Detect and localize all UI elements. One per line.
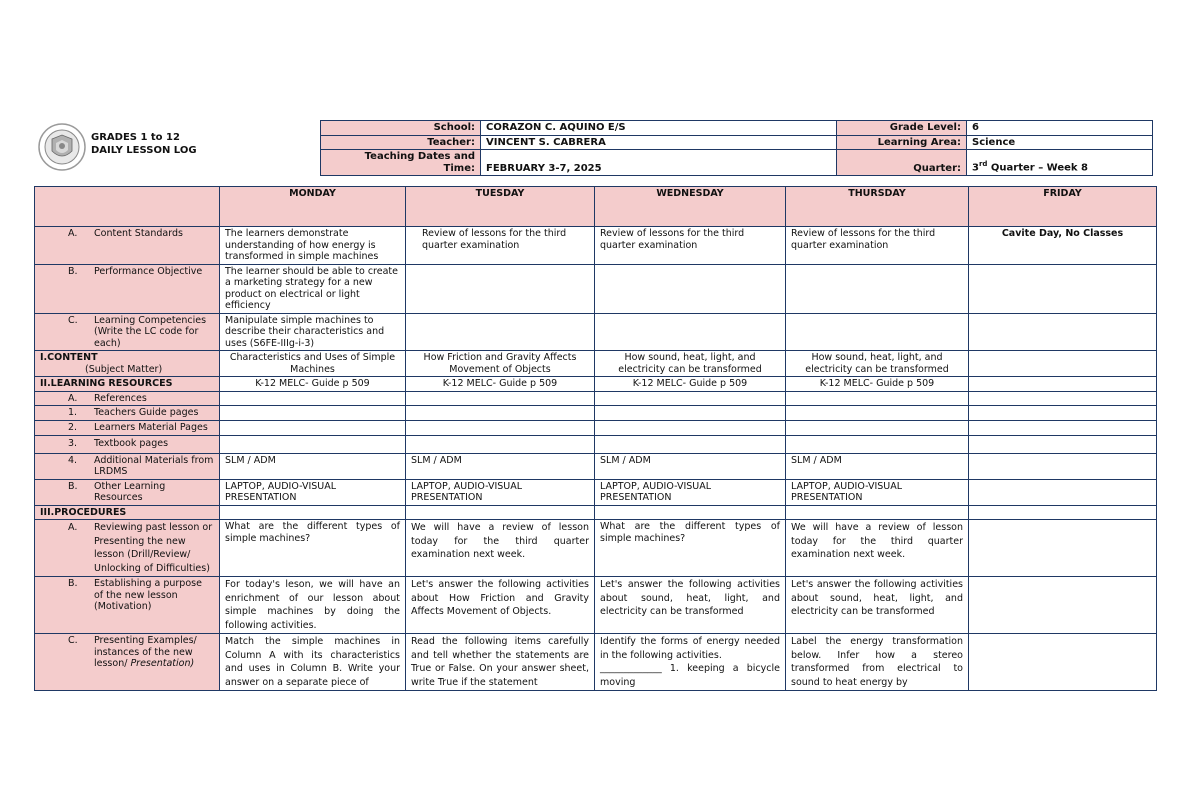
- learners-material-label: [35, 420, 220, 435]
- other-resources-row: [35, 479, 1157, 505]
- performance-objective-label: [35, 264, 220, 313]
- empty-cell: [786, 264, 969, 313]
- empty-cell: [595, 313, 786, 351]
- form-title-line2: DAILY LESSON LOG: [91, 145, 197, 156]
- other-resources-label: [35, 479, 220, 505]
- content-standards-row: [35, 227, 1157, 265]
- empty-cell: [595, 264, 786, 313]
- row-number: A.: [68, 228, 78, 239]
- row-number: 1.: [68, 407, 78, 418]
- references-row: [35, 391, 1157, 406]
- learners-material-row: [35, 420, 1157, 435]
- presenting-wed-b: _____________ 1. keeping a bicycle moving: [600, 663, 780, 688]
- empty-cell: [969, 435, 1157, 453]
- teaching-dates-label-1: Teaching Dates and: [364, 151, 475, 162]
- learning-competencies-mon: Manipulate simple machines to describe their characteristics and uses (S6FE-IIIg-i-3): [220, 313, 406, 351]
- other-resources-mon: LAPTOP, AUDIO-VISUAL PRESENTATION: [220, 479, 406, 505]
- row-number: 4.: [68, 454, 78, 466]
- textbook-pages-row: [35, 435, 1157, 453]
- reviewing-label: [35, 520, 220, 577]
- reviewing-mon: What are the different types of simple machines?: [220, 520, 406, 577]
- grade-level-label: Grade Level:: [837, 121, 967, 136]
- purpose-label: [35, 577, 220, 634]
- content-row: [35, 351, 1157, 377]
- purpose-row: [35, 577, 1157, 634]
- empty-cell: [969, 505, 1157, 520]
- learning-resources-tue: K-12 MELC- Guide p 509: [406, 377, 595, 392]
- empty-cell: [969, 420, 1157, 435]
- procedures-label: III.PROCEDURES: [35, 505, 220, 520]
- empty-cell: [969, 313, 1157, 351]
- content-mon: Characteristics and Uses of Simple Machines: [220, 351, 406, 377]
- empty-cell: [969, 351, 1157, 377]
- empty-cell: [220, 505, 406, 520]
- content-standards-label: [35, 227, 220, 265]
- empty-cell: [220, 406, 406, 421]
- empty-cell: [969, 634, 1157, 691]
- form-title: [91, 131, 197, 157]
- content-tue: How Friction and Gravity Affects Movement of Objects: [406, 351, 595, 377]
- row-number: 2.: [68, 421, 78, 433]
- purpose-thu: Let's answer the following activities about sound, heat, light, and electricity can be transformed: [786, 577, 969, 634]
- performance-objective-row: [35, 264, 1157, 313]
- row-number: C.: [68, 635, 78, 646]
- additional-materials-tue: SLM / ADM: [406, 453, 595, 479]
- content-label-2: (Subject Matter): [85, 363, 163, 375]
- empty-cell: [406, 264, 595, 313]
- empty-cell: [406, 406, 595, 421]
- learning-resources-mon: K-12 MELC- Guide p 509: [220, 377, 406, 392]
- learning-competencies-row: [35, 313, 1157, 351]
- row-title: Content Standards: [94, 228, 183, 239]
- empty-cell: [220, 391, 406, 406]
- empty-cell: [406, 420, 595, 435]
- lesson-log-table: [34, 186, 1157, 691]
- school-value: CORAZON C. AQUINO E/S: [481, 121, 837, 136]
- learning-resources-wed: K-12 MELC- Guide p 509: [595, 377, 786, 392]
- learning-resources-row: [35, 377, 1157, 392]
- day-tuesday: TUESDAY: [406, 187, 595, 227]
- row-title: Performance Objective: [94, 265, 203, 277]
- presenting-wed: [595, 634, 786, 691]
- teaching-dates-label-2: Time:: [443, 162, 475, 174]
- additional-materials-thu: SLM / ADM: [786, 453, 969, 479]
- empty-cell: [786, 406, 969, 421]
- row-title: Additional Materials from LRDMS: [94, 454, 214, 477]
- days-header-row: [35, 187, 1157, 227]
- row-title: Learners Material Pages: [94, 421, 208, 433]
- teachers-guide-label: [35, 406, 220, 421]
- presenting-label-a: Presenting Examples/ instances of the new lesson/: [94, 635, 197, 669]
- empty-cell: [969, 520, 1157, 577]
- row-number: 3.: [68, 438, 78, 450]
- grade-level-value: 6: [967, 121, 1153, 136]
- row-number: A.: [68, 392, 78, 404]
- header-info-table: [320, 120, 1153, 176]
- empty-cell: [969, 377, 1157, 392]
- purpose-tue: Let's answer the following activities about How Friction and Gravity Affects Movement of Objects.: [406, 577, 595, 634]
- teaching-dates-value: FEBRUARY 3-7, 2025: [481, 150, 837, 176]
- other-resources-wed: LAPTOP, AUDIO-VISUAL PRESENTATION: [595, 479, 786, 505]
- row-title: Learning Competencies (Write the LC code for each): [94, 314, 207, 349]
- presenting-label: [35, 634, 220, 691]
- row-number: C.: [68, 314, 78, 326]
- empty-cell: [595, 435, 786, 453]
- content-label: [35, 351, 220, 377]
- quarter-sup: rd: [978, 160, 988, 169]
- presenting-mon: Match the simple machines in Column A with its characteristics and uses in Column B. Write your answer on a separate piece of: [220, 634, 406, 691]
- row-number: B.: [68, 578, 78, 589]
- content-label-1: I.CONTENT: [40, 352, 98, 363]
- quarter-num: 3: [972, 162, 979, 174]
- empty-cell: [595, 420, 786, 435]
- empty-cell: [969, 264, 1157, 313]
- additional-materials-label: [35, 453, 220, 479]
- additional-materials-wed: SLM / ADM: [595, 453, 786, 479]
- content-thu: How sound, heat, light, and electricity can be transformed: [786, 351, 969, 377]
- learning-area-value: Science: [967, 135, 1153, 150]
- content-standards-fri: Cavite Day, No Classes: [969, 227, 1157, 265]
- reviewing-thu: We will have a review of lesson today for the third quarter examination next week.: [786, 520, 969, 577]
- empty-cell: [595, 505, 786, 520]
- empty-cell: [969, 391, 1157, 406]
- empty-cell: [786, 505, 969, 520]
- empty-cell: [786, 391, 969, 406]
- empty-cell: [595, 391, 786, 406]
- day-friday: FRIDAY: [969, 187, 1157, 227]
- empty-cell: [406, 313, 595, 351]
- empty-cell: [595, 406, 786, 421]
- presenting-wed-a: Identify the forms of energy needed in the following activities.: [600, 636, 780, 661]
- reviewing-row: [35, 520, 1157, 577]
- row-title: Teachers Guide pages: [94, 407, 199, 418]
- learning-area-label: Learning Area:: [837, 135, 967, 150]
- row-title: Textbook pages: [94, 438, 169, 450]
- presenting-label-b: Presentation): [130, 658, 195, 669]
- learning-competencies-label: [35, 313, 220, 351]
- row-number: B.: [68, 480, 78, 492]
- row-title: Other Learning Resources: [94, 480, 166, 503]
- learning-resources-label: II.LEARNING RESOURCES: [35, 377, 220, 392]
- school-label: School:: [321, 121, 481, 136]
- quarter-label: Quarter:: [837, 150, 967, 176]
- empty-cell: [406, 435, 595, 453]
- empty-cell: [786, 313, 969, 351]
- empty-cell: [969, 479, 1157, 505]
- content-wed: How sound, heat, light, and electricity can be transformed: [595, 351, 786, 377]
- empty-cell: [969, 577, 1157, 634]
- additional-materials-mon: SLM / ADM: [220, 453, 406, 479]
- day-thursday: THURSDAY: [786, 187, 969, 227]
- quarter-rest: Quarter – Week 8: [987, 162, 1089, 174]
- content-standards-thu: Review of lessons for the third quarter examination: [786, 227, 969, 265]
- empty-cell: [969, 453, 1157, 479]
- performance-objective-mon: The learner should be able to create a marketing strategy for a new product on electrical or light efficiency: [220, 264, 406, 313]
- row-title: References: [94, 392, 147, 404]
- teaching-dates-label: [321, 150, 481, 176]
- purpose-mon: For today's leson, we will have an enrichment of our lesson about simple machines by doing the following activities.: [220, 577, 406, 634]
- teacher-value: VINCENT S. CABRERA: [481, 135, 837, 150]
- content-standards-tue: Review of lessons for the third quarter examination: [406, 227, 595, 265]
- additional-materials-row: [35, 453, 1157, 479]
- deped-seal-icon: [38, 123, 86, 171]
- empty-cell: [220, 435, 406, 453]
- content-standards-mon: The learners demonstrate understanding of how energy is transformed in simple machines: [220, 227, 406, 265]
- empty-cell: [786, 420, 969, 435]
- empty-cell: [406, 391, 595, 406]
- content-standards-wed: Review of lessons for the third quarter examination: [595, 227, 786, 265]
- procedures-row: [35, 505, 1157, 520]
- textbook-pages-label: [35, 435, 220, 453]
- other-resources-thu: LAPTOP, AUDIO-VISUAL PRESENTATION: [786, 479, 969, 505]
- purpose-wed: Let's answer the following activities about sound, heat, light, and electricity can be transformed: [595, 577, 786, 634]
- row-number: B.: [68, 265, 78, 277]
- reviewing-wed: What are the different types of simple machines?: [595, 520, 786, 577]
- corner-cell: [35, 187, 220, 227]
- empty-cell: [220, 420, 406, 435]
- row-number: A.: [68, 522, 78, 533]
- empty-cell: [969, 406, 1157, 421]
- teachers-guide-row: [35, 406, 1157, 421]
- teacher-label: Teacher:: [321, 135, 481, 150]
- presenting-thu: Label the energy transformation below. Infer how a stereo transformed from electrical to sound to heat energy by: [786, 634, 969, 691]
- presenting-tue: Read the following items carefully and tell whether the statements are True or False. On your answer sheet, write True if the statement: [406, 634, 595, 691]
- row-title: Reviewing past lesson or Presenting the new lesson (Drill/Review/ Unlocking of Difficulties): [94, 522, 213, 574]
- references-label: [35, 391, 220, 406]
- row-title: Establishing a purpose of the new lesson (Motivation): [94, 578, 202, 612]
- empty-cell: [406, 505, 595, 520]
- presenting-row: [35, 634, 1157, 691]
- quarter-value: [967, 150, 1153, 176]
- row-title: [94, 635, 214, 670]
- other-resources-tue: LAPTOP, AUDIO-VISUAL PRESENTATION: [406, 479, 595, 505]
- learning-resources-thu: K-12 MELC- Guide p 509: [786, 377, 969, 392]
- day-wednesday: WEDNESDAY: [595, 187, 786, 227]
- reviewing-tue: We will have a review of lesson today for the third quarter examination next week.: [406, 520, 595, 577]
- empty-cell: [786, 435, 969, 453]
- day-monday: MONDAY: [220, 187, 406, 227]
- form-title-line1: GRADES 1 to 12: [91, 132, 180, 143]
